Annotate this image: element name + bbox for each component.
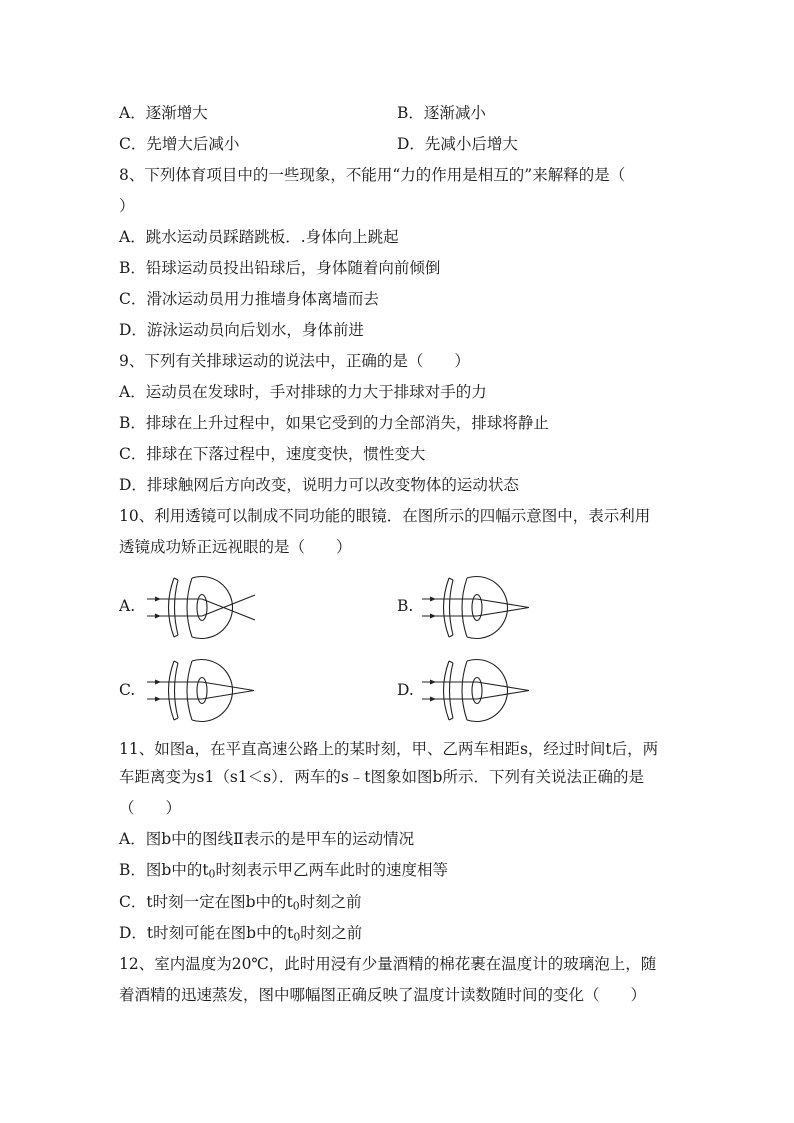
q11-option-a-text: A．图b中的图线Ⅱ表示的是甲车的运动情况 [119,830,415,848]
q9-option-a: A．运动员在发球时，手对排球的力大于排球对手的力 [119,383,487,401]
q8-stem-line1: 8、下列体育项目中的一些现象，不能用“力的作用是相互的”来解释的是（ [119,166,626,184]
q11-option-d-subscript: 0 [293,930,301,944]
q10-figure-label-a: A. [119,597,136,615]
eye-diagram-d [420,653,545,728]
q11-option-d-text: D．t时刻可能在图b中的t [119,924,294,942]
q8-stem-line2: ） [119,197,135,215]
q11-option-b [119,860,448,885]
q9-option-b: B．排球在上升过程中，如果它受到的力全部消失，排球将静止 [119,414,549,432]
q11-option-c-text-end: 时刻之前 [299,893,362,911]
q9-stem: 9、下列有关排球运动的说法中，正确的是（ ） [119,352,470,370]
q11-option-c-subscript: 0 [292,899,300,913]
q12-stem-line2: 着酒精的迅速蒸发，图中哪幅图正确反映了温度计读数随时间的变化（ ） [119,986,647,1004]
q8-option-b: B．铅球运动员投出铅球后，身体随着向前倾倒 [119,259,441,277]
q11-option-b-subscript: 0 [208,867,216,881]
q11-option-c-text: C．t时刻一定在图b中的t [119,893,293,911]
eye-diagram-c [145,653,270,728]
q11-option-b-text: B．图b中的t [119,861,209,879]
q10-figure-label-c: C. [119,681,136,699]
q11-option-a [119,829,414,849]
q7-option-c: C．先增大后减小 [119,135,240,153]
q8-option-d: D．游泳运动员向后划水，身体前进 [119,321,364,339]
q10-figure-label-d: D. [397,681,414,699]
q11-option-c [119,892,362,917]
q9-option-d: D．排球触网后方向改变，说明力可以改变物体的运动状态 [119,476,519,494]
q11-stem-line2: 车距离变为s1（s1＜s）．两车的s﹣t图象如图b所示．下列有关说法正确的是 [119,768,644,786]
q11-option-d-text-end: 时刻之前 [300,924,363,942]
q8-option-c: C．滑冰运动员用力推墙身体离墙而去 [119,290,379,308]
q7-option-a: A．逐渐增大 [119,104,208,122]
q11-stem-line1: 11、如图a，在平直高速公路上的某时刻，甲、乙两车相距s，经过时间t后，两 [119,740,659,758]
q10-stem-line1: 10、利用透镜可以制成不同功能的眼镜．在图所示的四幅示意图中，表示利用 [119,507,651,525]
q10-figure-label-b: B. [397,597,414,615]
q11-option-d [119,923,362,948]
q7-option-d: D．先减小后增大 [397,135,518,153]
eye-diagram-a [145,570,270,645]
q11-stem-line3: （ ） [119,799,182,817]
q12-stem-line1: 12、室内温度为20℃，此时用浸有少量酒精的棉花裹在温度计的玻璃泡上，随 [119,955,657,973]
q8-option-a: A．跳水运动员踩踏跳板．.身体向上跳起 [119,228,399,246]
q7-option-b: B．逐渐减小 [397,104,486,122]
q10-stem-line2: 透镜成功矫正远视眼的是（ ） [119,538,352,556]
q11-option-b-text-end: 时刻表示甲乙两车此时的速度相等 [215,861,448,879]
q9-option-c: C．排球在下落过程中，速度变快，惯性变大 [119,445,426,463]
eye-diagram-b [420,570,545,645]
